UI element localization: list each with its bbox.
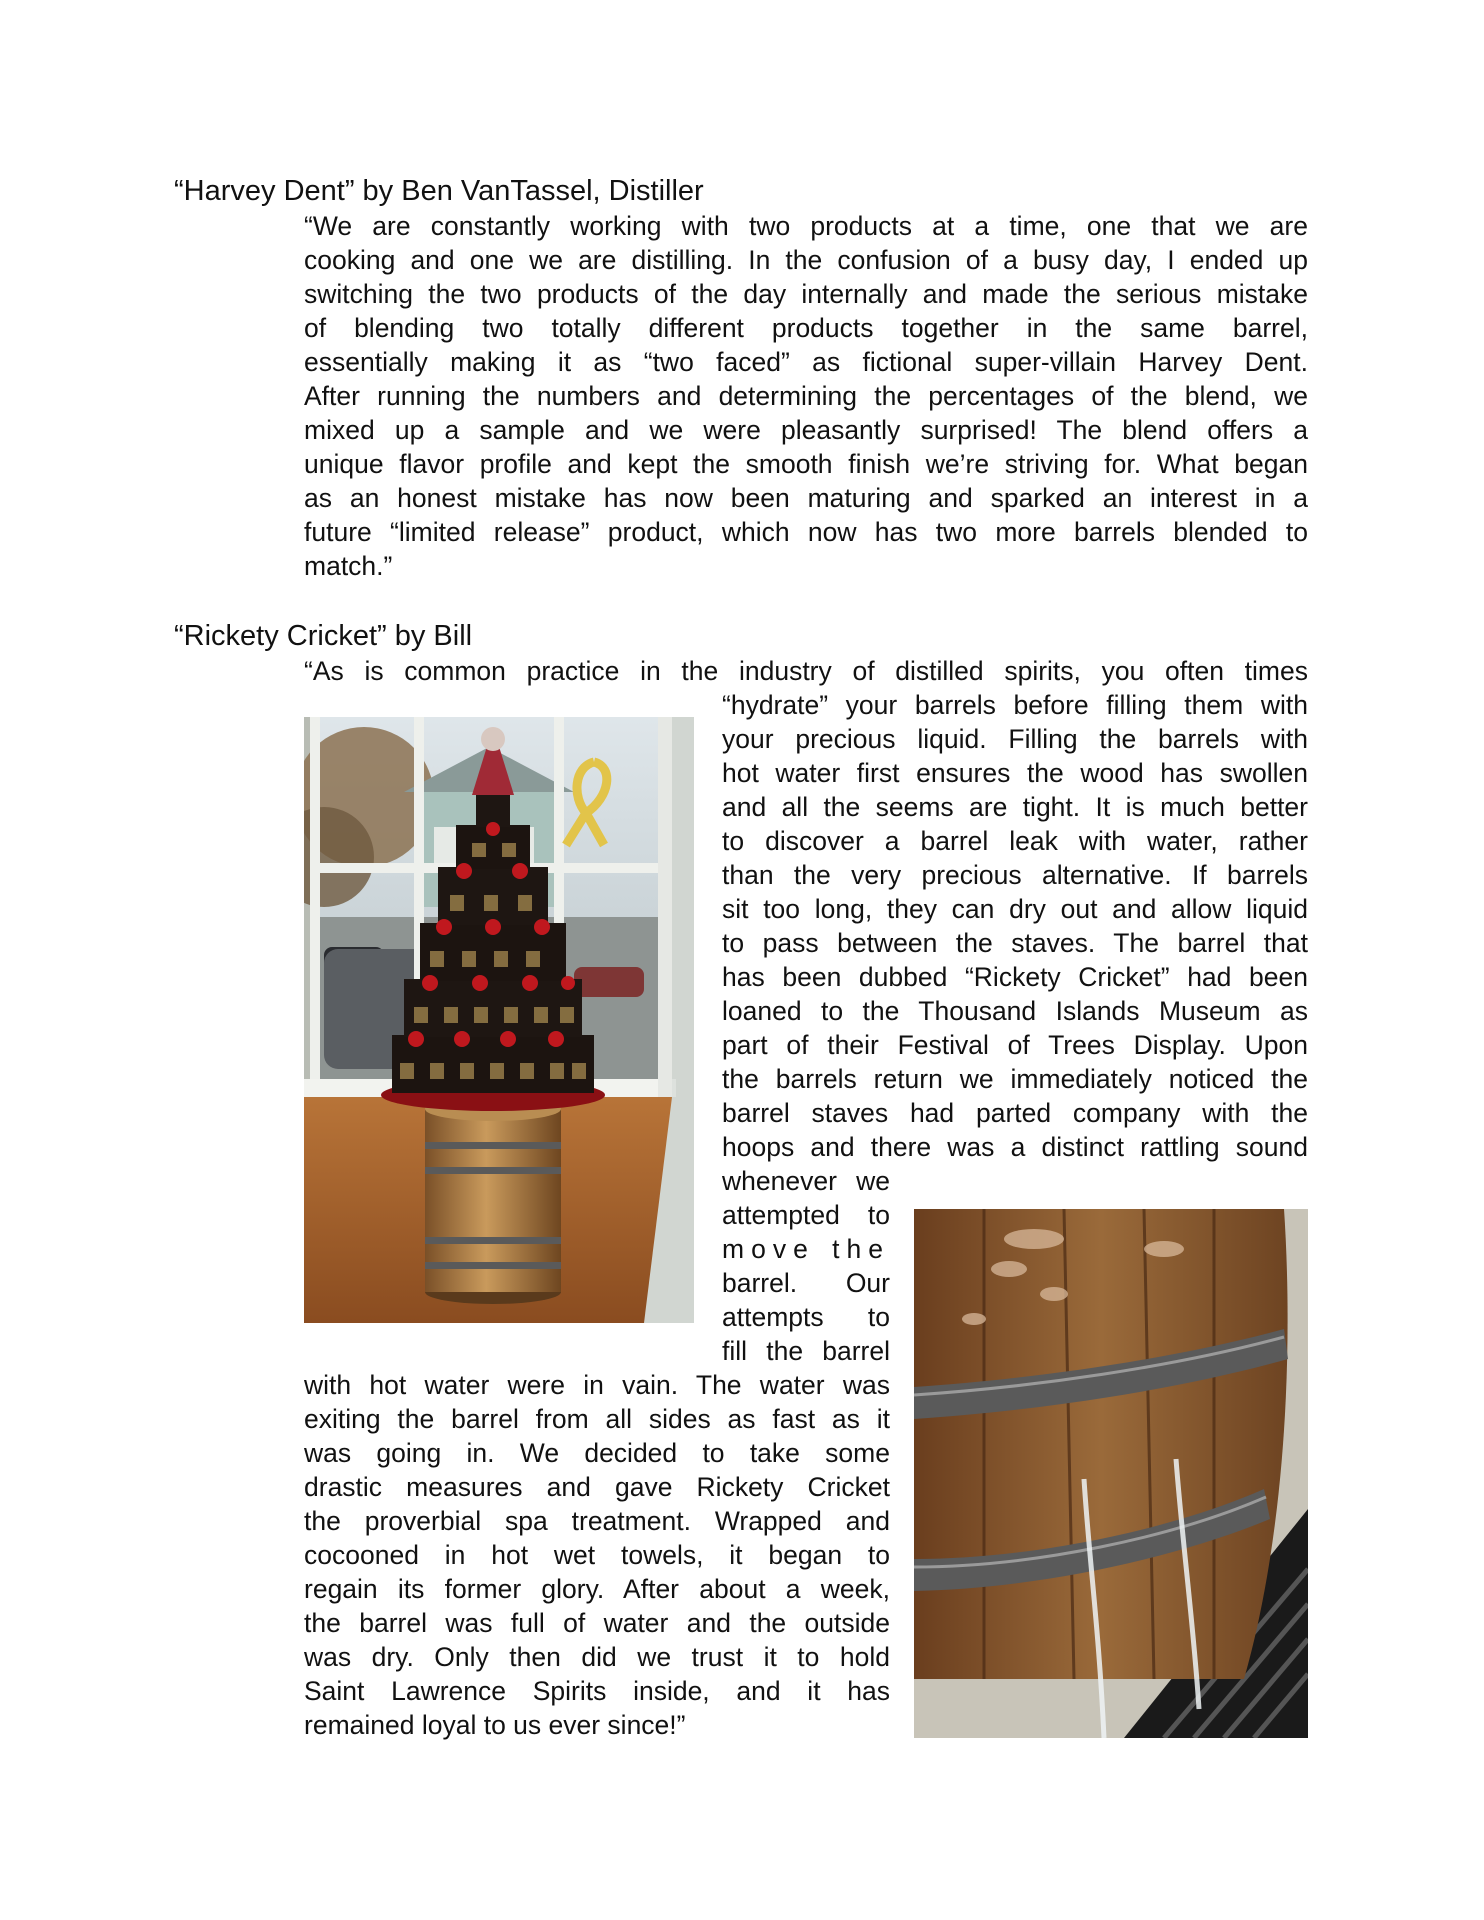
text-line: exiting the barrel from all sides as fast as it <box>304 1404 890 1434</box>
text-line: the barrels return we immediately noticed the <box>722 1064 1308 1094</box>
rickety-cricket-intro <box>304 654 1308 688</box>
text-line: attempted to <box>722 1200 890 1230</box>
leaking-barrel-photo <box>914 1209 1308 1738</box>
text-line: was going in. We decided to take some <box>304 1438 890 1468</box>
text-line: loaned to the Thousand Islands Museum as <box>722 996 1308 1026</box>
harvey-dent-heading: “Harvey Dent” by Ben VanTassel, Distiller <box>174 175 704 207</box>
text-line: as an honest mistake has now been maturing and sparked an interest in a <box>304 483 1308 513</box>
text-line: fill the barrel <box>722 1336 890 1366</box>
text-line: and all the seems are tight. It is much better <box>722 792 1308 822</box>
text-line: than the very precious alternative. If barrels <box>722 860 1308 890</box>
rickety-cricket-bottom-column <box>304 1368 890 1742</box>
text-line: hoops and there was a distinct rattling sound <box>722 1132 1308 1162</box>
rickety-cricket-narrow-column <box>722 1164 890 1368</box>
text-line: future “limited release” product, which now has two more barrels blended to <box>304 517 1308 547</box>
text-line: the barrel was full of water and the outside <box>304 1608 890 1638</box>
text-line: barrel. Our <box>722 1268 890 1298</box>
text-line: hot water first ensures the wood has swollen <box>722 758 1308 788</box>
text-line: the proverbial spa treatment. Wrapped and <box>304 1506 890 1536</box>
text-line: cocooned in hot wet towels, it began to <box>304 1540 890 1570</box>
text-line: move the <box>722 1234 890 1264</box>
text-line: barrel staves had parted company with the <box>722 1098 1308 1128</box>
text-line: unique flavor profile and kept the smooth finish we’re striving for. What began <box>304 449 1308 479</box>
harvey-dent-quote <box>304 209 1308 583</box>
text-line: part of their Festival of Trees Display. Upon <box>722 1030 1308 1060</box>
text-line: was dry. Only then did we trust it to hold <box>304 1642 890 1672</box>
text-line: After running the numbers and determining the percentages of the blend, we <box>304 381 1308 411</box>
text-line: “As is common practice in the industry of distilled spirits, you often times <box>304 656 1308 686</box>
text-line: whenever we <box>722 1166 890 1196</box>
rickety-cricket-right-column <box>722 688 1308 1164</box>
text-line: switching the two products of the day internally and made the serious mistake <box>304 279 1308 309</box>
text-line: with hot water were in vain. The water was <box>304 1370 890 1400</box>
rickety-cricket-heading: “Rickety Cricket” by Bill <box>174 620 473 652</box>
text-line: remained loyal to us ever since!” <box>304 1710 686 1740</box>
text-line: has been dubbed “Rickety Cricket” had been <box>722 962 1308 992</box>
text-line: sit too long, they can dry out and allow liquid <box>722 894 1308 924</box>
text-line: of blending two totally different products together in the same barrel, <box>304 313 1308 343</box>
text-line: Saint Lawrence Spirits inside, and it has <box>304 1676 890 1706</box>
text-line: to discover a barrel leak with water, rather <box>722 826 1308 856</box>
text-line: your precious liquid. Filling the barrels with <box>722 724 1308 754</box>
barrel-tree-photo <box>304 717 694 1323</box>
text-line: attempts to <box>722 1302 890 1332</box>
text-line: cooking and one we are distilling. In the confusion of a busy day, I ended up <box>304 245 1308 275</box>
text-line: essentially making it as “two faced” as fictional super-villain Harvey Dent. <box>304 347 1308 377</box>
text-line: to pass between the staves. The barrel that <box>722 928 1308 958</box>
text-line: “We are constantly working with two products at a time, one that we are <box>304 211 1308 241</box>
text-line: “hydrate” your barrels before filling them with <box>722 690 1308 720</box>
text-line: match.” <box>304 551 393 581</box>
text-line: regain its former glory. After about a week, <box>304 1574 890 1604</box>
text-line: mixed up a sample and we were pleasantly surprised! The blend offers a <box>304 415 1308 445</box>
text-line: drastic measures and gave Rickety Cricket <box>304 1472 890 1502</box>
